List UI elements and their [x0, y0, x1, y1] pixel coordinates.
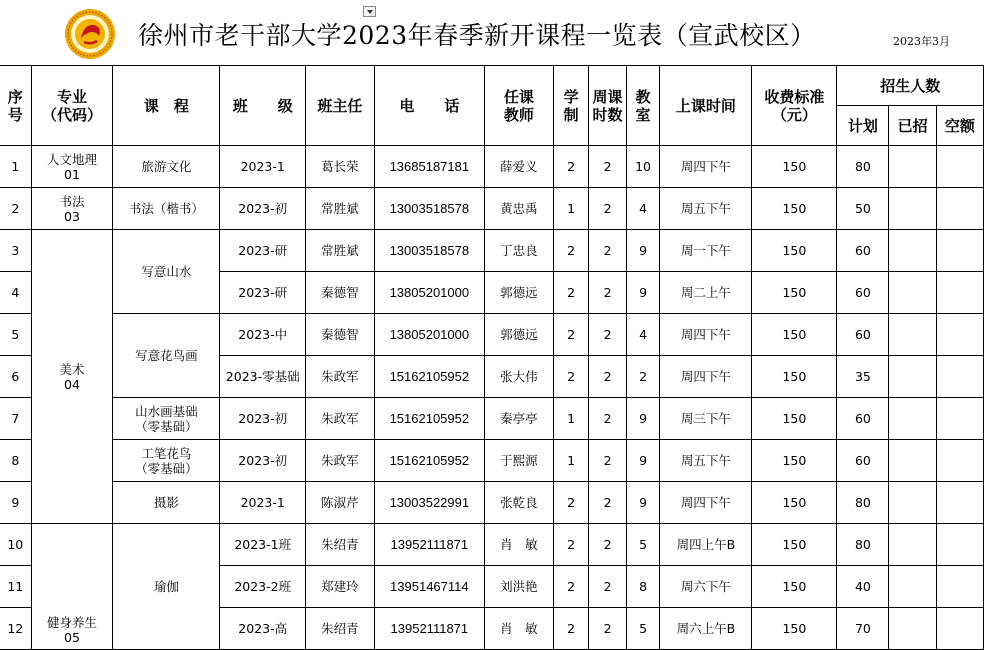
cell-vacancy[interactable] — [936, 398, 983, 440]
cell-room[interactable]: 9 — [626, 398, 660, 440]
cell-room[interactable]: 5 — [626, 524, 660, 566]
sheet-header — [0, 0, 985, 66]
cell-fee[interactable]: 150 — [752, 356, 837, 398]
cell-instructor[interactable]: 秦亭亭 — [484, 398, 553, 440]
table-row — [0, 314, 984, 356]
cell-course[interactable]: 瑜伽 — [113, 524, 220, 650]
cell-class[interactable]: 2023-初 — [220, 398, 306, 440]
cell-plan[interactable]: 50 — [837, 188, 889, 230]
cell-phone[interactable]: 13805201000 — [374, 272, 484, 314]
cell-time[interactable]: 周四下午 — [660, 356, 752, 398]
col-instructor: 任课 教师 — [484, 66, 553, 146]
cell-vacancy[interactable] — [936, 314, 983, 356]
cell-seq[interactable]: 2 — [0, 188, 31, 230]
cell-class[interactable]: 2023-高 — [220, 608, 306, 650]
cell-room[interactable]: 8 — [626, 566, 660, 608]
cell-weekly-hours[interactable]: 2 — [589, 440, 626, 482]
cell-phone[interactable]: 13003518578 — [374, 230, 484, 272]
cell-room[interactable]: 4 — [626, 188, 660, 230]
cell-class[interactable]: 2023-初 — [220, 440, 306, 482]
cell-semester[interactable]: 2 — [553, 524, 589, 566]
cell-instructor[interactable]: 薛爱义 — [484, 146, 553, 188]
col-semester: 学 制 — [553, 66, 589, 146]
cell-enrolled[interactable] — [889, 230, 936, 272]
cell-room[interactable]: 9 — [626, 272, 660, 314]
cell-course[interactable]: 写意花鸟画 — [113, 314, 220, 398]
cell-time[interactable]: 周六下午 — [660, 566, 752, 608]
cell-room[interactable]: 9 — [626, 482, 660, 524]
cell-enrolled[interactable] — [889, 146, 936, 188]
cell-course[interactable]: 摄影 — [113, 482, 220, 524]
cell-class[interactable]: 2023-初 — [220, 188, 306, 230]
table-row — [0, 188, 984, 230]
cell-semester[interactable]: 2 — [553, 482, 589, 524]
cell-course[interactable]: 旅游文化 — [113, 146, 220, 188]
cell-instructor[interactable]: 张大伟 — [484, 356, 553, 398]
cell-fee[interactable]: 150 — [752, 146, 837, 188]
col-plan: 计划 — [837, 106, 889, 146]
cell-semester[interactable]: 2 — [553, 146, 589, 188]
cell-phone[interactable]: 13952111871 — [374, 608, 484, 650]
cell-vacancy[interactable] — [936, 608, 983, 650]
cell-course[interactable]: 工笔花鸟 （零基础） — [113, 440, 220, 482]
cell-class[interactable]: 2023-2班 — [220, 566, 306, 608]
cell-time[interactable]: 周四上午B — [660, 524, 752, 566]
filter-dropdown-button[interactable] — [363, 6, 376, 17]
cell-plan[interactable]: 60 — [837, 272, 889, 314]
cell-enrolled[interactable] — [889, 482, 936, 524]
cell-major[interactable]: 人文地理 01 — [31, 146, 113, 188]
table-row — [0, 146, 984, 188]
cell-enrolled[interactable] — [889, 566, 936, 608]
cell-vacancy[interactable] — [936, 146, 983, 188]
col-head-teacher: 班主任 — [306, 66, 375, 146]
cell-room[interactable]: 10 — [626, 146, 660, 188]
cell-weekly-hours[interactable]: 2 — [589, 356, 626, 398]
cell-head-teacher[interactable]: 秦德智 — [306, 272, 375, 314]
cell-room[interactable]: 9 — [626, 230, 660, 272]
cell-time[interactable]: 周六上午B — [660, 608, 752, 650]
cell-enrolled[interactable] — [889, 272, 936, 314]
col-weekly-hours: 周课 时数 — [589, 66, 626, 146]
cell-phone[interactable]: 13003522991 — [374, 482, 484, 524]
cell-vacancy[interactable] — [936, 482, 983, 524]
cell-instructor[interactable]: 于熙源 — [484, 440, 553, 482]
cell-class[interactable]: 2023-零基础 — [220, 356, 306, 398]
cell-semester[interactable]: 2 — [553, 314, 589, 356]
cell-time[interactable]: 周五下午 — [660, 440, 752, 482]
cell-time[interactable]: 周四下午 — [660, 482, 752, 524]
cell-enrolled[interactable] — [889, 314, 936, 356]
col-major: 专业 （代码） — [31, 66, 113, 146]
cell-phone[interactable]: 13685187181 — [374, 146, 484, 188]
cell-instructor[interactable]: 黄忠禹 — [484, 188, 553, 230]
table-row — [0, 524, 984, 566]
cell-seq[interactable]: 12 — [0, 608, 31, 650]
cell-seq[interactable]: 1 — [0, 146, 31, 188]
col-phone: 电 话 — [374, 66, 484, 146]
cell-instructor[interactable]: 肖 敏 — [484, 524, 553, 566]
cell-phone[interactable]: 13952111871 — [374, 524, 484, 566]
cell-major[interactable]: 健身养生 05 — [31, 524, 113, 650]
cell-plan[interactable]: 80 — [837, 146, 889, 188]
cell-vacancy[interactable] — [936, 356, 983, 398]
document-date: 2023年3月 — [893, 35, 950, 48]
cell-weekly-hours[interactable]: 2 — [589, 272, 626, 314]
cell-fee[interactable]: 150 — [752, 314, 837, 356]
cell-weekly-hours[interactable]: 2 — [589, 188, 626, 230]
cell-time[interactable]: 周五下午 — [660, 188, 752, 230]
col-enrollment-group: 招生人数 — [837, 66, 984, 106]
university-logo — [64, 8, 116, 60]
cell-instructor[interactable]: 张乾良 — [484, 482, 553, 524]
cell-class[interactable]: 2023-中 — [220, 314, 306, 356]
cell-enrolled[interactable] — [889, 524, 936, 566]
cell-head-teacher[interactable]: 朱政军 — [306, 398, 375, 440]
cell-time[interactable]: 周四下午 — [660, 146, 752, 188]
cell-plan[interactable]: 60 — [837, 230, 889, 272]
cell-head-teacher[interactable]: 朱绍青 — [306, 524, 375, 566]
cell-time[interactable]: 周四下午 — [660, 314, 752, 356]
cell-semester[interactable]: 1 — [553, 398, 589, 440]
cell-plan[interactable]: 80 — [837, 524, 889, 566]
cell-seq[interactable]: 7 — [0, 398, 31, 440]
cell-semester[interactable]: 2 — [553, 230, 589, 272]
cell-seq[interactable]: 8 — [0, 440, 31, 482]
cell-room[interactable]: 5 — [626, 608, 660, 650]
cell-phone[interactable]: 15162105952 — [374, 398, 484, 440]
cell-head-teacher[interactable]: 陈淑芹 — [306, 482, 375, 524]
col-enrolled: 已招 — [889, 106, 936, 146]
cell-plan[interactable]: 60 — [837, 398, 889, 440]
cell-seq[interactable]: 11 — [0, 566, 31, 608]
cell-room[interactable]: 4 — [626, 314, 660, 356]
header-row — [0, 66, 984, 106]
cell-major[interactable]: 书法 03 — [31, 188, 113, 230]
cell-fee[interactable]: 150 — [752, 608, 837, 650]
cell-seq[interactable]: 4 — [0, 272, 31, 314]
col-room: 教 室 — [626, 66, 660, 146]
cell-plan[interactable]: 60 — [837, 440, 889, 482]
cell-enrolled[interactable] — [889, 398, 936, 440]
cell-time[interactable]: 周一下午 — [660, 230, 752, 272]
cell-class[interactable]: 2023-1 — [220, 482, 306, 524]
cell-phone[interactable]: 15162105952 — [374, 440, 484, 482]
cell-seq[interactable]: 10 — [0, 524, 31, 566]
cell-head-teacher[interactable]: 常胜斌 — [306, 230, 375, 272]
table-row — [0, 440, 984, 482]
page-title: 徐州市老干部大学2023年春季新开课程一览表（宣武校区） — [138, 21, 816, 50]
cell-vacancy[interactable] — [936, 566, 983, 608]
cell-major[interactable]: 美术 04 — [31, 230, 113, 524]
cell-course[interactable]: 写意山水 — [113, 230, 220, 314]
cell-fee[interactable]: 150 — [752, 482, 837, 524]
cell-plan[interactable]: 35 — [837, 356, 889, 398]
cell-enrolled[interactable] — [889, 188, 936, 230]
cell-semester[interactable]: 1 — [553, 440, 589, 482]
cell-seq[interactable]: 5 — [0, 314, 31, 356]
col-time: 上课时间 — [660, 66, 752, 146]
cell-fee[interactable]: 150 — [752, 566, 837, 608]
cell-instructor[interactable]: 刘洪艳 — [484, 566, 553, 608]
cell-vacancy[interactable] — [936, 188, 983, 230]
cell-vacancy[interactable] — [936, 440, 983, 482]
cell-head-teacher[interactable]: 朱政军 — [306, 356, 375, 398]
cell-weekly-hours[interactable]: 2 — [589, 146, 626, 188]
cell-fee[interactable]: 150 — [752, 230, 837, 272]
cell-class[interactable]: 2023-研 — [220, 230, 306, 272]
cell-room[interactable]: 9 — [626, 440, 660, 482]
cell-weekly-hours[interactable]: 2 — [589, 482, 626, 524]
cell-weekly-hours[interactable]: 2 — [589, 608, 626, 650]
cell-seq[interactable]: 9 — [0, 482, 31, 524]
cell-vacancy[interactable] — [936, 524, 983, 566]
cell-phone[interactable]: 13003518578 — [374, 188, 484, 230]
cell-semester[interactable]: 2 — [553, 272, 589, 314]
cell-course[interactable]: 书法（楷书） — [113, 188, 220, 230]
cell-plan[interactable]: 80 — [837, 482, 889, 524]
table-row — [0, 482, 984, 524]
cell-weekly-hours[interactable]: 2 — [589, 314, 626, 356]
col-course: 课 程 — [113, 66, 220, 146]
cell-phone[interactable]: 15162105952 — [374, 356, 484, 398]
cell-plan[interactable]: 70 — [837, 608, 889, 650]
table-row — [0, 398, 984, 440]
cell-seq[interactable]: 6 — [0, 356, 31, 398]
cell-fee[interactable]: 150 — [752, 440, 837, 482]
cell-instructor[interactable]: 肖 敏 — [484, 608, 553, 650]
cell-time[interactable]: 周三下午 — [660, 398, 752, 440]
cell-seq[interactable]: 3 — [0, 230, 31, 272]
cell-vacancy[interactable] — [936, 272, 983, 314]
cell-instructor[interactable]: 郭德远 — [484, 314, 553, 356]
cell-enrolled[interactable] — [889, 440, 936, 482]
cell-enrolled[interactable] — [889, 356, 936, 398]
cell-semester[interactable]: 2 — [553, 566, 589, 608]
cell-head-teacher[interactable]: 秦德智 — [306, 314, 375, 356]
cell-weekly-hours[interactable]: 2 — [589, 230, 626, 272]
cell-semester[interactable]: 1 — [553, 188, 589, 230]
cell-head-teacher[interactable]: 朱绍青 — [306, 608, 375, 650]
cell-semester[interactable]: 2 — [553, 608, 589, 650]
col-class: 班 级 — [220, 66, 306, 146]
cell-class[interactable]: 2023-1班 — [220, 524, 306, 566]
cell-phone[interactable]: 13805201000 — [374, 314, 484, 356]
col-vacancy: 空额 — [936, 106, 983, 146]
cell-instructor[interactable]: 郭德远 — [484, 272, 553, 314]
col-fee: 收费标准 （元） — [752, 66, 837, 146]
col-seq: 序 号 — [0, 66, 31, 146]
cell-head-teacher[interactable]: 葛长荣 — [306, 146, 375, 188]
cell-semester[interactable]: 2 — [553, 356, 589, 398]
cell-enrolled[interactable] — [889, 608, 936, 650]
cell-fee[interactable]: 150 — [752, 398, 837, 440]
cell-phone[interactable]: 13951467114 — [374, 566, 484, 608]
cell-plan[interactable]: 40 — [837, 566, 889, 608]
cell-vacancy[interactable] — [936, 230, 983, 272]
table-row — [0, 230, 984, 272]
cell-weekly-hours[interactable]: 2 — [589, 566, 626, 608]
cell-head-teacher[interactable]: 常胜斌 — [306, 188, 375, 230]
cell-fee[interactable]: 150 — [752, 188, 837, 230]
cell-time[interactable]: 周二上午 — [660, 272, 752, 314]
cell-fee[interactable]: 150 — [752, 272, 837, 314]
cell-course[interactable]: 山水画基础 （零基础） — [113, 398, 220, 440]
cell-weekly-hours[interactable]: 2 — [589, 524, 626, 566]
cell-fee[interactable]: 150 — [752, 524, 837, 566]
cell-plan[interactable]: 60 — [837, 314, 889, 356]
cell-instructor[interactable]: 丁忠良 — [484, 230, 553, 272]
cell-weekly-hours[interactable]: 2 — [589, 398, 626, 440]
cell-class[interactable]: 2023-1 — [220, 146, 306, 188]
cell-class[interactable]: 2023-研 — [220, 272, 306, 314]
course-table — [0, 65, 984, 650]
cell-head-teacher[interactable]: 朱政军 — [306, 440, 375, 482]
cell-room[interactable]: 2 — [626, 356, 660, 398]
cell-head-teacher[interactable]: 郑建玲 — [306, 566, 375, 608]
